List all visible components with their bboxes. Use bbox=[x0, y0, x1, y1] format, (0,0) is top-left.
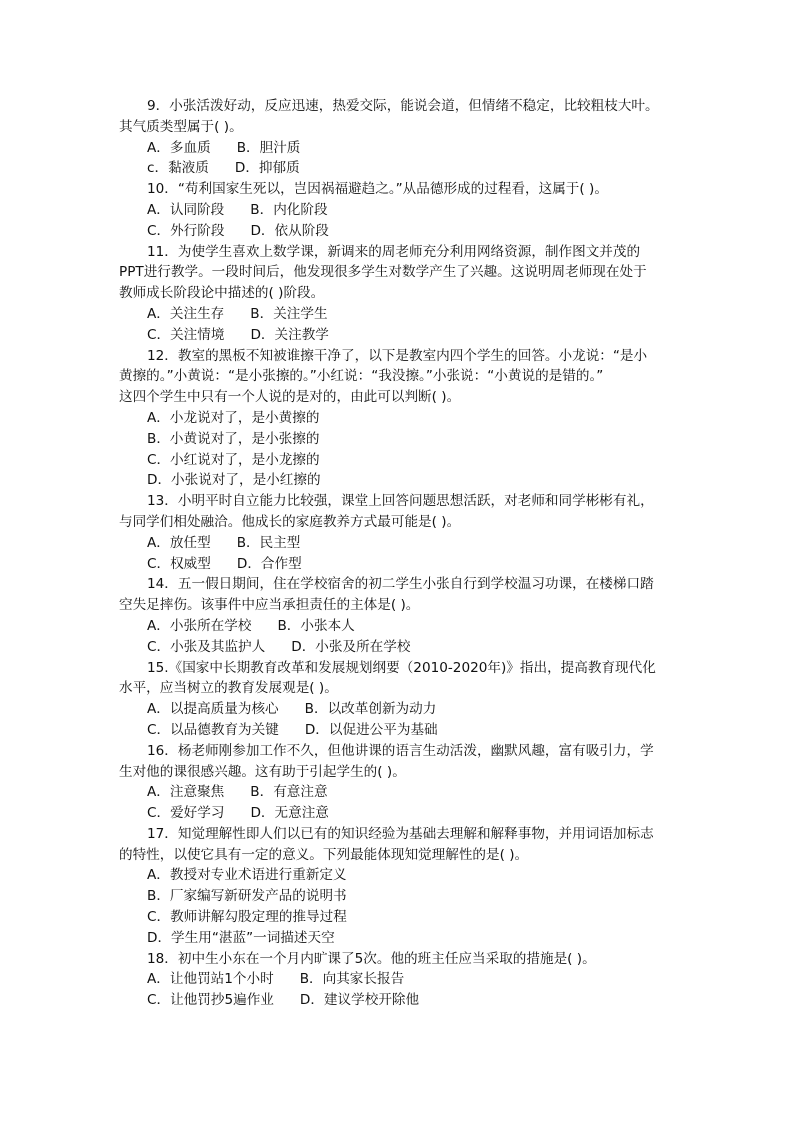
question-stem-line: 水平，应当树立的教育发展观是( )。 bbox=[119, 680, 338, 697]
question-stem-line: 其气质类型属于( )。 bbox=[119, 118, 243, 135]
question-stem-line: 17．知觉理解性即人们以已有的知识经验为基础去理解和解释事物，并用词语加标志 bbox=[147, 825, 654, 842]
answer-option: B．小张本人 bbox=[277, 617, 355, 634]
question-15 bbox=[119, 658, 671, 741]
question-stem-line: 黄擦的。”小黄说：“是小张擦的。”小红说：“我没擦。”小张说：“小黄说的是错的。” bbox=[119, 368, 604, 385]
answer-option: D．关注教学 bbox=[250, 326, 329, 343]
answer-option: C．权威型 bbox=[147, 555, 211, 572]
option-row bbox=[119, 325, 671, 346]
answer-option: A．让他罚站1个小时 bbox=[147, 971, 274, 988]
answer-option: B．向其家长报告 bbox=[299, 971, 405, 988]
question-stem-line: 与同学们相处融洽。他成长的家庭教养方式最可能是( )。 bbox=[119, 513, 461, 530]
answer-option: C．小张及其监护人 bbox=[147, 638, 266, 655]
question-stem-line: 教师成长阶段论中描述的( )阶段。 bbox=[119, 285, 325, 302]
answer-option: A．教授对专业术语进行重新定义 bbox=[147, 867, 347, 884]
answer-option: C．让他罚抄5遍作业 bbox=[147, 992, 274, 1009]
question-stem-line: 这四个学生中只有一个人说的是对的，由此可以判断( )。 bbox=[119, 389, 461, 406]
question-stem-line: 18．初中生小东在一个月内旷课了5次。他的班主任应当采取的措施是( )。 bbox=[147, 950, 596, 967]
option-row bbox=[119, 699, 671, 720]
answer-option: D．无意注意 bbox=[250, 805, 329, 822]
question-stem-line: PPT进行教学。一段时间后，他发现很多学生对数学产生了兴趣。这说明周老师现在处于 bbox=[119, 264, 647, 281]
option-row bbox=[119, 429, 671, 450]
answer-option: D．依从阶段 bbox=[250, 222, 329, 239]
question-14 bbox=[119, 574, 671, 657]
question-stem-line: 11．为使学生喜欢上数学课，新调来的周老师充分利用网络资源，制作图文并茂的 bbox=[147, 243, 641, 260]
question-stem-line: 14．五一假日期间，住在学校宿舍的初二学生小张自行到学校温习功课，在楼梯口踏 bbox=[147, 576, 654, 593]
question-stem-line: 10．“苟利国家生死以，岂因祸福避趋之。”从品德形成的过程看，这属于( )。 bbox=[147, 181, 608, 198]
answer-option: D．以促进公平为基础 bbox=[304, 721, 438, 738]
answer-option: B．厂家编写新研发产品的说明书 bbox=[147, 888, 347, 905]
question-stem-line: 生对他的课很感兴趣。这有助于引起学生的( )。 bbox=[119, 763, 406, 780]
answer-option: C．爱好学习 bbox=[147, 805, 225, 822]
answer-option: C．小红说对了，是小龙擦的 bbox=[147, 451, 320, 468]
answer-option: A．关注生存 bbox=[147, 305, 225, 322]
option-row bbox=[119, 554, 671, 575]
option-row bbox=[119, 782, 671, 803]
answer-option: C．外行阶段 bbox=[147, 222, 225, 239]
question-12 bbox=[119, 346, 671, 492]
answer-option: B．有意注意 bbox=[250, 784, 328, 801]
answer-option: C．以品德教育为关键 bbox=[147, 721, 279, 738]
answer-option: A．小张所在学校 bbox=[147, 617, 252, 634]
option-row bbox=[119, 803, 671, 824]
question-17 bbox=[119, 824, 671, 949]
option-row bbox=[119, 969, 671, 990]
option-row bbox=[119, 450, 671, 471]
answer-option: B．胆汁质 bbox=[236, 139, 301, 156]
option-row bbox=[119, 221, 671, 242]
answer-option: C．教师讲解勾股定理的推导过程 bbox=[147, 909, 347, 926]
answer-option: D．小张说对了，是小红擦的 bbox=[147, 472, 321, 489]
question-stem-line: 空失足摔伤。该事件中应当承担责任的主体是( )。 bbox=[119, 597, 420, 614]
answer-option: D．学生用“湛蓝”一词描述天空 bbox=[147, 929, 335, 946]
option-row bbox=[119, 886, 671, 907]
question-stem-line: 9．小张活泼好动，反应迅速，热爱交际，能说会道，但情绪不稳定，比较粗枝大叶。 bbox=[147, 98, 659, 114]
question-13 bbox=[119, 491, 671, 574]
answer-option: B．以改革创新为动力 bbox=[304, 701, 437, 718]
answer-option: A．注意聚焦 bbox=[147, 784, 225, 801]
answer-option: A．放任型 bbox=[147, 534, 211, 551]
question-stem-line: 16．杨老师刚参加工作不久，但他讲课的语言生动活泼，幽默风趣，富有吸引力，学 bbox=[147, 742, 654, 759]
option-row bbox=[119, 408, 671, 429]
answer-option: A．认同阶段 bbox=[147, 201, 225, 218]
question-9 bbox=[119, 96, 671, 179]
option-row bbox=[119, 533, 671, 554]
question-11 bbox=[119, 242, 671, 346]
option-row bbox=[119, 158, 671, 179]
question-10 bbox=[119, 179, 671, 241]
question-16 bbox=[119, 741, 671, 824]
answer-option: A．多血质 bbox=[147, 139, 211, 156]
answer-option: D．小张及所在学校 bbox=[291, 638, 411, 655]
question-stem-line: 15.《国家中长期教育改革和发展规划纲要（2010-2020年)》指出，提高教育现代化 bbox=[147, 659, 656, 676]
question-stem-line: 的特性，以使它具有一定的意义。下列最能体现知觉理解性的是( )。 bbox=[119, 846, 529, 863]
option-row bbox=[119, 907, 671, 928]
answer-option: B．民主型 bbox=[236, 534, 301, 551]
answer-option: A．小龙说对了，是小黄擦的 bbox=[147, 409, 320, 426]
answer-option: B．内化阶段 bbox=[250, 201, 328, 218]
question-18 bbox=[119, 949, 671, 1011]
option-row bbox=[119, 138, 671, 159]
option-row bbox=[119, 304, 671, 325]
answer-option: D．抑郁质 bbox=[234, 160, 300, 177]
option-row bbox=[119, 200, 671, 221]
option-row bbox=[119, 637, 671, 658]
answer-option: D．合作型 bbox=[236, 555, 302, 572]
option-row bbox=[119, 990, 671, 1011]
option-row bbox=[119, 616, 671, 637]
question-stem-line: 13．小明平时自立能力比较强，课堂上回答问题思想活跃，对老师和同学彬彬有礼， bbox=[147, 493, 654, 510]
option-row bbox=[119, 928, 671, 949]
question-stem-line: 12．教室的黑板不知被谁擦干净了，以下是教室内四个学生的回答。小龙说：“是小 bbox=[147, 347, 648, 364]
answer-option: A．以提高质量为核心 bbox=[147, 701, 279, 718]
answer-option: C．关注情境 bbox=[147, 326, 225, 343]
answer-option: B．小黄说对了，是小张擦的 bbox=[147, 430, 320, 447]
option-row bbox=[119, 470, 671, 491]
answer-option: D．建议学校开除他 bbox=[299, 992, 420, 1009]
option-row bbox=[119, 720, 671, 741]
option-row bbox=[119, 865, 671, 886]
answer-option: B．关注学生 bbox=[250, 305, 328, 322]
document-body bbox=[119, 96, 671, 1011]
answer-option: c．黏液质 bbox=[147, 160, 209, 177]
